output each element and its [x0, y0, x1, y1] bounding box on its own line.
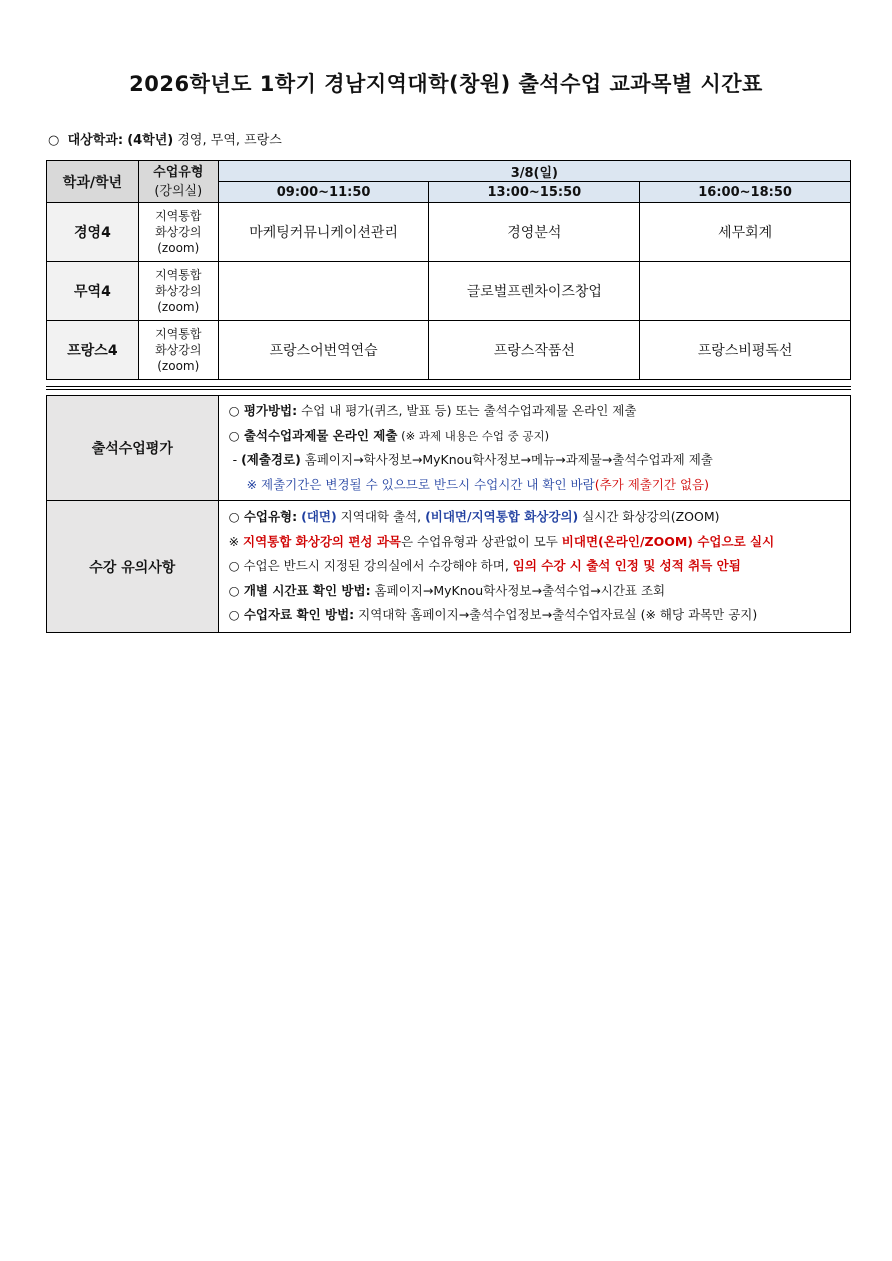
page-title: 2026학년도 1학기 경남지역대학(창원) 출석수업 교과목별 시간표 [129, 72, 763, 96]
dept-cell: 무역4 [47, 262, 139, 321]
subject-cell: 프랑스비평독선 [640, 321, 851, 380]
type-line: (zoom) [157, 300, 200, 314]
caution-type-offline-text: 지역대학 출석, [336, 509, 426, 525]
subject-cell: 프랑스작품선 [429, 321, 640, 380]
caution-type-label: ○ 수업유형: [228, 509, 298, 525]
caution-materials-text: 지역대학 홈페이지→출석수업정보→출석수업자료실 (※ 해당 과목만 공지) [354, 607, 758, 623]
bullet: ○ [48, 133, 60, 148]
dept-cell: 프랑스4 [47, 321, 139, 380]
target-departments [48, 129, 282, 148]
type-line: 지역통합 [155, 327, 202, 341]
type-line: (zoom) [157, 359, 200, 373]
eval-method-label: ○ 평가방법: [228, 403, 298, 418]
caution-timetable-text: 홈페이지→MyKnou학사정보→출석수업→시간표 조회 [370, 582, 666, 598]
caution-line-type [229, 505, 840, 530]
eval-method-text: 수업 내 평가(퀴즈, 발표 등) 또는 출석수업과제물 온라인 제출 [297, 403, 637, 418]
caution-type-offline: (대면) [301, 509, 337, 525]
eval-period-text: ※ 제출기간은 변경될 수 있으므로 반드시 수업시간 내 확인 바람 [246, 476, 595, 492]
header-date: 3/8(일) [218, 161, 850, 182]
caution-line-materials [229, 603, 840, 628]
eval-path-text: 홈페이지→학사정보→MyKnou학사정보→메뉴→과제물→출석수업과제 제출 [300, 452, 713, 467]
type-line: 화상강의 [155, 284, 202, 298]
divider [46, 386, 851, 390]
eval-line-path [229, 448, 840, 473]
caution-classroom-warning: 임의 수강 시 출석 인정 및 성적 취득 안됨 [512, 558, 741, 574]
subject-cell [218, 262, 429, 321]
class-type-cell [138, 262, 218, 321]
header-type-sub: (강의실) [154, 183, 203, 199]
type-line: 지역통합 [155, 209, 202, 223]
class-type-cell [138, 203, 218, 262]
subject-cell: 프랑스어번역연습 [218, 321, 429, 380]
type-line: 화상강의 [155, 225, 202, 239]
evaluation-content [218, 396, 850, 501]
table-row [47, 262, 851, 321]
caution-type-online-text: 실시간 화상강의(ZOOM) [578, 509, 720, 525]
caution-remote-text: 은 수업유형과 상관없이 모두 [401, 533, 562, 549]
header-time-3: 16:00~18:50 [640, 182, 851, 203]
type-line: (zoom) [157, 241, 200, 255]
caution-classroom-text: ○ 수업은 반드시 지정된 강의실에서 수강해야 하며, [228, 558, 513, 574]
notes-table [46, 395, 851, 633]
target-depts: 경영, 무역, 프랑스 [177, 133, 282, 148]
caution-label: 수강 유의사항 [47, 501, 219, 633]
note-mark: ※ [228, 533, 244, 549]
target-grade: (4학년) [127, 133, 174, 148]
caution-materials-label: ○ 수업자료 확인 방법: [228, 607, 355, 623]
caution-line-timetable [229, 579, 840, 604]
type-line: 화상강의 [155, 343, 202, 357]
subject-cell: 경영분석 [429, 203, 640, 262]
caution-remote-warning: 비대면(온라인/ZOOM) 수업으로 실시 [561, 533, 775, 549]
header-dept: 학과/학년 [47, 161, 139, 203]
caution-type-online: (비대면/지역통합 화상강의) [425, 509, 579, 525]
eval-period-warning: (추가 제출기간 없음) [594, 476, 710, 492]
dash: - [232, 452, 242, 467]
header-type-label: 수업유형 [153, 164, 204, 180]
subject-cell: 마케팅커뮤니케이션관리 [218, 203, 429, 262]
type-line: 지역통합 [155, 268, 202, 282]
caution-content [218, 501, 850, 633]
eval-line-online [229, 424, 840, 449]
caution-remote-subject: 지역통합 화상강의 편성 과목 [243, 533, 401, 549]
eval-online-label: ○ 출석수업과제물 온라인 제출 [228, 427, 398, 443]
eval-line-method [229, 399, 840, 424]
class-type-cell [138, 321, 218, 380]
caution-line-classroom [229, 554, 840, 579]
caution-line-remote [229, 530, 840, 555]
schedule-table [46, 160, 851, 380]
dept-cell: 경영4 [47, 203, 139, 262]
table-row [47, 203, 851, 262]
header-type [138, 161, 218, 203]
target-label: 대상학과: [67, 133, 124, 148]
eval-online-text: (※ 과제 내용은 수업 중 공지) [397, 428, 550, 443]
caution-timetable-label: ○ 개별 시간표 확인 방법: [228, 582, 371, 598]
subject-cell: 글로벌프렌차이즈창업 [429, 262, 640, 321]
eval-path-label: (제출경로) [241, 452, 301, 467]
evaluation-label: 출석수업평가 [47, 396, 219, 501]
header-time-1: 09:00~11:50 [218, 182, 429, 203]
table-row [47, 321, 851, 380]
eval-line-period [229, 473, 840, 498]
subject-cell [640, 262, 851, 321]
subject-cell: 세무회계 [640, 203, 851, 262]
header-time-2: 13:00~15:50 [429, 182, 640, 203]
